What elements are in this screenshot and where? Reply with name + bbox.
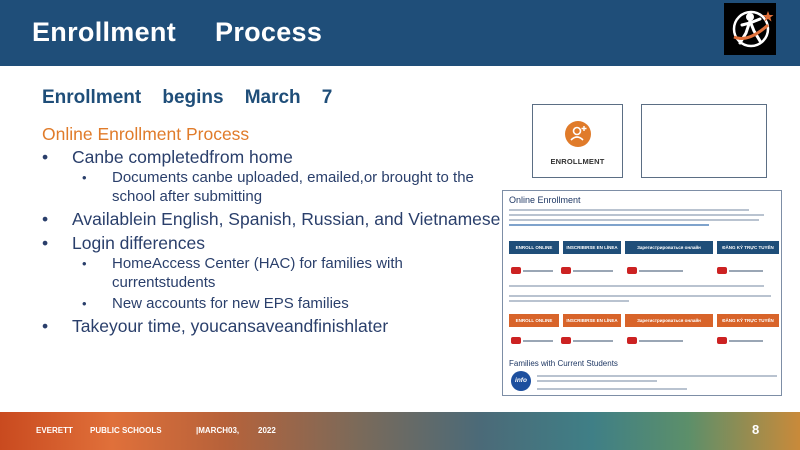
text-line <box>523 270 553 272</box>
text-line <box>509 219 759 221</box>
district-logo <box>724 3 776 55</box>
user-add-icon <box>565 121 591 147</box>
enrollment-start-date: Enrollment begins March 7 <box>42 87 333 108</box>
bullet-item <box>42 146 502 168</box>
bullet-item <box>42 208 502 230</box>
slide-title: Enrollment Process <box>32 17 323 47</box>
bullet-content <box>42 124 502 337</box>
text-line <box>537 388 687 390</box>
video-icon[interactable] <box>717 267 727 274</box>
text-line <box>729 340 763 342</box>
enroll-online-button[interactable]: ENROLL ONLINE <box>509 241 559 254</box>
enroll-russian-button[interactable]: Зарегистрироваться онлайн <box>625 241 713 254</box>
logo-icon <box>724 3 776 55</box>
section-heading: Online Enrollment Process <box>42 124 250 144</box>
text-line <box>729 270 763 272</box>
enrollment-tile-label: ENROLLMENT <box>550 157 605 166</box>
text-line <box>573 270 613 272</box>
text-line <box>509 300 629 302</box>
enroll-vietnamese-button[interactable]: ĐĂNG KÝ TRỰC TUYẾN <box>717 314 779 327</box>
footer-district: EVERETT <box>36 426 73 435</box>
text-line <box>509 295 771 297</box>
enroll-russian-button[interactable]: Зарегистрироваться онлайн <box>625 314 713 327</box>
video-icon[interactable] <box>627 267 637 274</box>
bullet-text: Login differences <box>72 233 205 253</box>
bullet-item <box>42 315 502 337</box>
website-section-title: Families with Current Students <box>509 359 618 368</box>
info-logo: info <box>511 371 531 391</box>
text-line <box>639 270 683 272</box>
text-line <box>509 214 764 216</box>
enroll-vietnamese-button[interactable]: ĐĂNG KÝ TRỰC TUYẾN <box>717 241 779 254</box>
website-title: Online Enrollment <box>509 195 581 205</box>
bullet-icon: • <box>42 233 49 253</box>
video-icon[interactable] <box>717 337 727 344</box>
empty-tile <box>641 104 767 178</box>
bullet-text: Takeyour time, youcansaveandfinishlater <box>72 316 389 336</box>
footer-date: 2022 <box>258 426 276 435</box>
video-icon[interactable] <box>627 337 637 344</box>
bullet-icon: • <box>42 316 49 336</box>
enroll-spanish-button[interactable]: INSCRIBIRSE EN LÍNEA <box>563 314 621 327</box>
page-number: 8 <box>752 422 760 437</box>
bullet-icon: • <box>42 209 49 229</box>
link-line <box>509 224 709 226</box>
text-line <box>537 380 657 382</box>
bullet-item <box>42 232 502 254</box>
title-bar <box>0 0 800 66</box>
bullet-text: Availablein English, Spanish, Russian, and Vietnamese <box>72 209 501 229</box>
bullet-text: HomeAccess Center (HAC) for families with currentstudents <box>112 255 403 291</box>
footer-bar <box>0 412 800 450</box>
bullet-icon: • <box>82 296 87 311</box>
bullet-icon: • <box>82 170 87 185</box>
text-line <box>537 375 777 377</box>
bullet-icon: • <box>42 147 49 167</box>
sub-bullet-item <box>82 254 502 292</box>
text-line <box>573 340 613 342</box>
video-icon[interactable] <box>561 267 571 274</box>
footer-date: |MARCH03, <box>196 426 240 435</box>
sub-bullet-item <box>82 294 502 313</box>
website-screenshot <box>502 190 782 396</box>
bullet-icon: • <box>82 256 87 271</box>
bullet-text: New accounts for new EPS families <box>112 295 349 312</box>
enroll-online-button[interactable]: ENROLL ONLINE <box>509 314 559 327</box>
video-icon[interactable] <box>561 337 571 344</box>
bullet-text: Documents canbe uploaded, emailed,or brought to the school after submitting <box>112 169 474 205</box>
footer-district: PUBLIC SCHOOLS <box>90 426 162 435</box>
enroll-spanish-button[interactable]: INSCRIBIRSE EN LÍNEA <box>563 241 621 254</box>
text-line <box>509 209 749 211</box>
video-icon[interactable] <box>511 337 521 344</box>
text-line <box>523 340 553 342</box>
video-icon[interactable] <box>511 267 521 274</box>
enrollment-tile[interactable] <box>532 104 623 178</box>
text-line <box>509 285 764 287</box>
sub-bullet-item <box>82 168 502 206</box>
bullet-text: Canbe completedfrom home <box>72 147 293 167</box>
text-line <box>639 340 683 342</box>
